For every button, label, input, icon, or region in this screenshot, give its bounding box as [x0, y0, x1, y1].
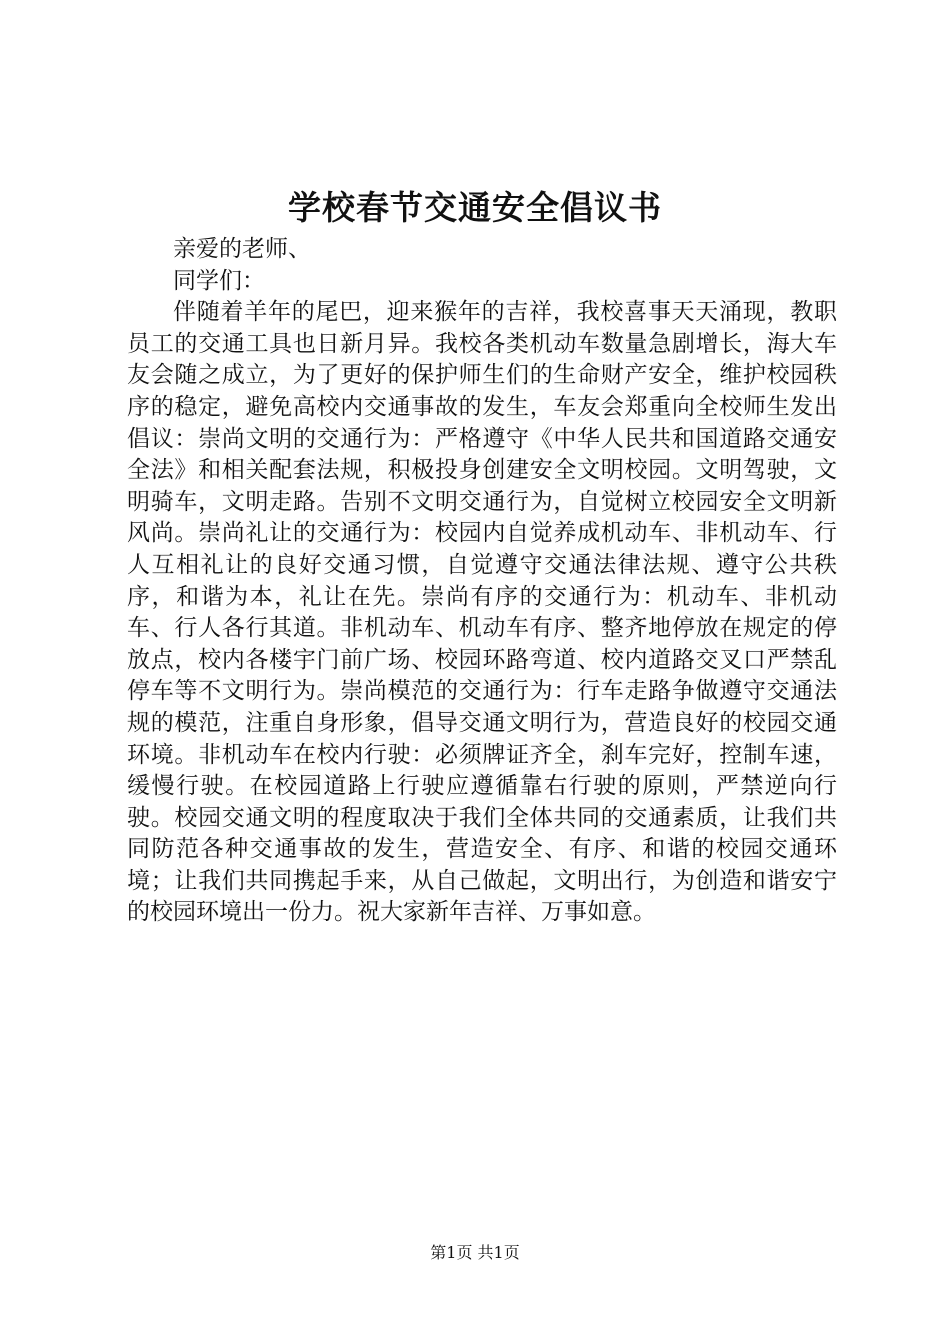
document-title: 学校春节交通安全倡议书	[288, 188, 662, 227]
document-body	[127, 234, 837, 929]
body-paragraph: 伴随着羊年的尾巴，迎来猴年的吉祥，我校喜事天天涌现，教职员工的交通工具也日新月异。我校各类机动车数量急剧增长，海大车友会随之成立，为了更好的保护师生们的生命财产安全，维护校园秩序的稳定，避免高校内交通事故的发生，车友会郑重向全校师生发出倡议：崇尚文明的交通行为：严格遵守《中华人民共和国道路交通安全法》和相关配套法规，积极投身创建安全文明校园。文明驾驶，文明骑车，文明走路。告别不文明交通行为，自觉树立校园安全文明新风尚。崇尚礼让的交通行为：校园内自觉养成机动车、非机动车、行人互相礼让的良好交通习惯，自觉遵守交通法律法规、遵守公共秩序，和谐为本，礼让在先。崇尚有序的交通行为：机动车、非机动车、行人各行其道。非机动车、机动车有序、整齐地停放在规定的停放点，校内各楼宇门前广场、校园环路弯道、校内道路交叉口严禁乱停车等不文明行为。崇尚模范的交通行为：行车走路争做遵守交通法规的模范，注重自身形象，倡导交通文明行为，营造良好的校园交通环境。非机动车在校内行驶：必须牌证齐全，刹车完好，控制车速，缓慢行驶。在校园道路上行驶应遵循靠右行驶的原则，严禁逆向行驶。校园交通文明的程度取决于我们全体共同的交通素质，让我们共同防范各种交通事故的发生，营造安全、有序、和谐的校园交通环境；让我们共同携起手来，从自己做起，文明出行，为创造和谐安宁的校园环境出一份力。祝大家新年吉祥、万事如意。	[127, 299, 837, 926]
salutation-line-1: 亲爱的老师、	[173, 236, 311, 262]
page-number-footer: 第1页 共1页	[430, 1243, 520, 1262]
salutation-line-2: 同学们：	[173, 267, 265, 294]
